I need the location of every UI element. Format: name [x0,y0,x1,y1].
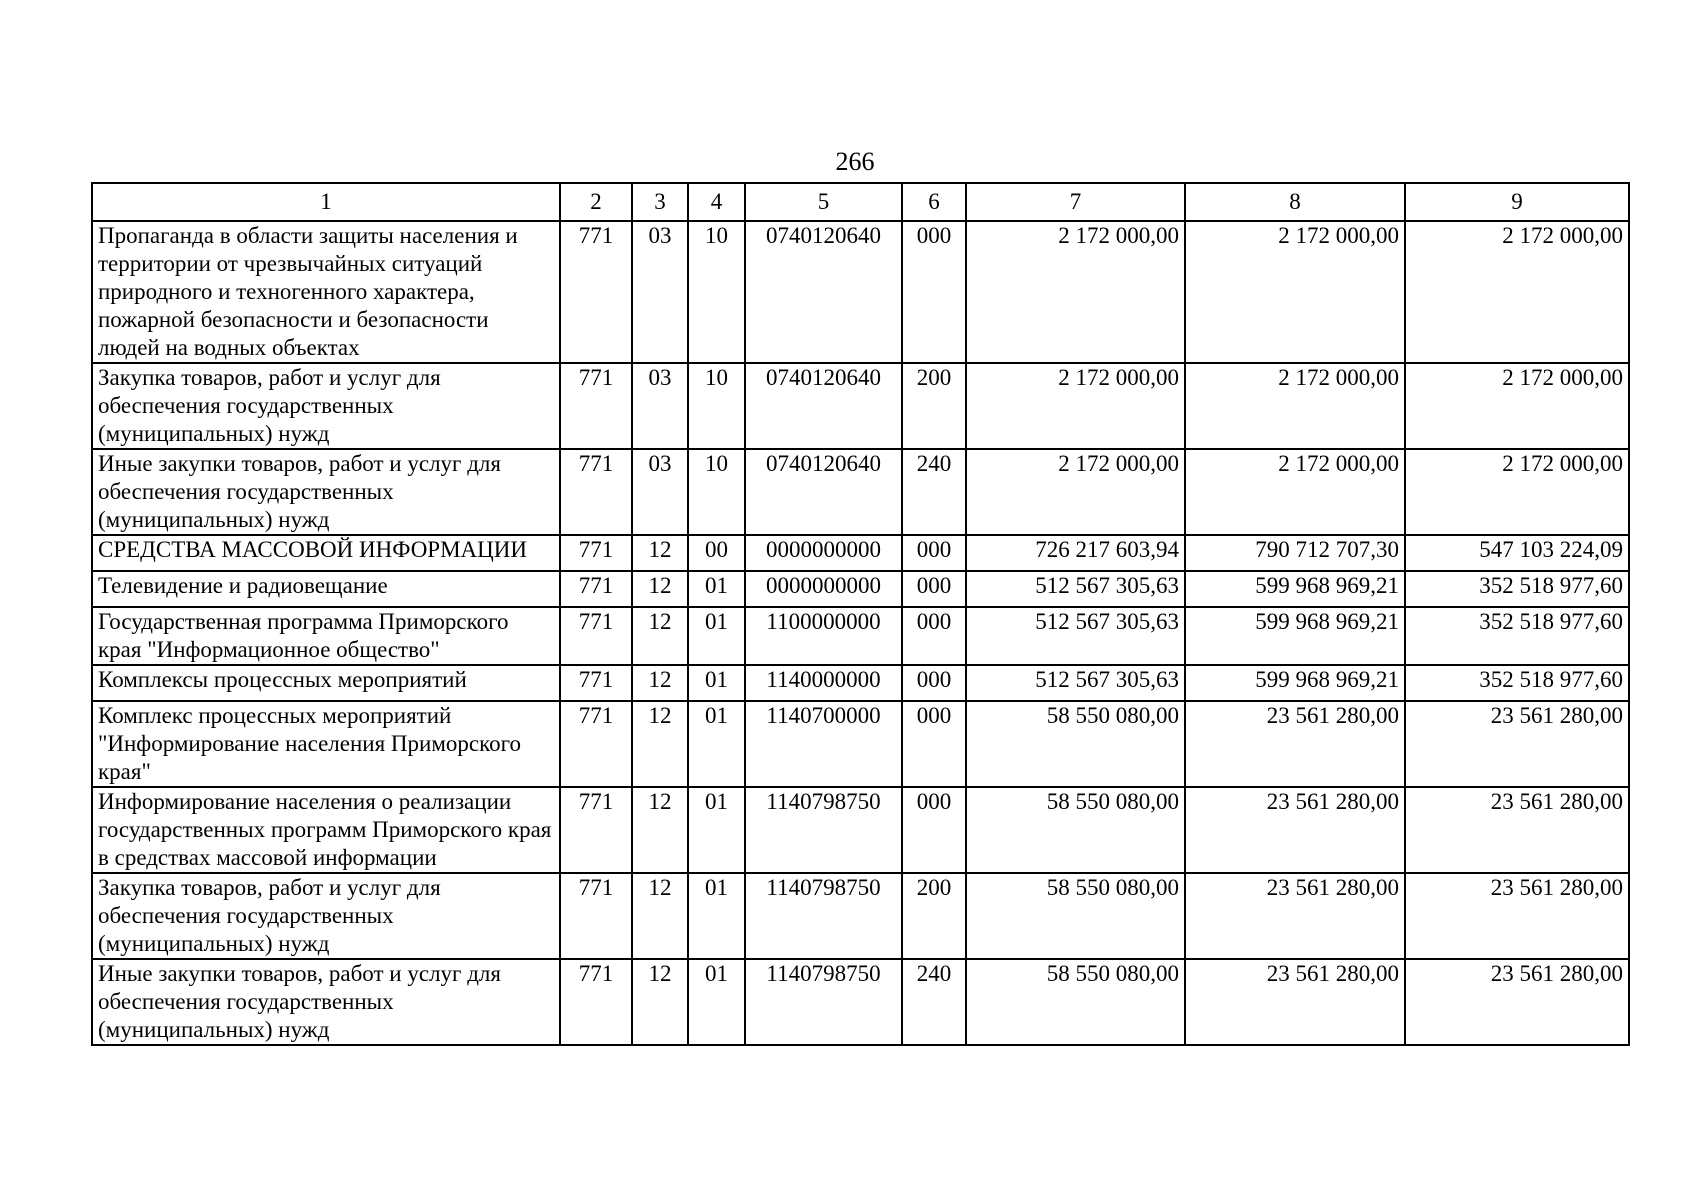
expense-type-cell: 200 [902,363,966,449]
amount-cell-col7: 58 550 080,00 [966,959,1185,1045]
section-cell: 03 [632,221,688,363]
table-row [92,535,1629,571]
amount-cell-col7: 58 550 080,00 [966,873,1185,959]
amount-cell-col8: 2 172 000,00 [1185,363,1405,449]
subsection-cell: 01 [688,787,745,873]
table-row [92,665,1629,701]
admin-code-cell: 771 [560,449,632,535]
amount-cell-col8: 790 712 707,30 [1185,535,1405,571]
row-name-cell: Телевидение и радиовещание [92,571,560,607]
amount-cell-col9: 352 518 977,60 [1405,665,1629,701]
expense-type-cell: 000 [902,221,966,363]
subsection-cell: 10 [688,363,745,449]
expense-type-cell: 240 [902,449,966,535]
table-row [92,873,1629,959]
table-row [92,787,1629,873]
row-name-cell: Государственная программа Приморского края "Информационное общество" [92,607,560,665]
table-body [92,221,1629,1045]
amount-cell-col8: 2 172 000,00 [1185,221,1405,363]
subsection-cell: 01 [688,873,745,959]
section-cell: 03 [632,363,688,449]
subsection-cell: 10 [688,449,745,535]
amount-cell-col9: 23 561 280,00 [1405,873,1629,959]
subsection-cell: 00 [688,535,745,571]
admin-code-cell: 771 [560,665,632,701]
subsection-cell: 01 [688,607,745,665]
row-name-cell: Иные закупки товаров, работ и услуг для обеспечения государственных (муниципальных) нужд [92,959,560,1045]
target-article-cell: 0740120640 [745,449,902,535]
amount-cell-col9: 23 561 280,00 [1405,959,1629,1045]
column-header: 2 [560,183,632,221]
amount-cell-col7: 512 567 305,63 [966,571,1185,607]
row-name-cell: Комплекс процессных мероприятий "Информирование населения Приморского края" [92,701,560,787]
column-header: 1 [92,183,560,221]
admin-code-cell: 771 [560,873,632,959]
amount-cell-col9: 2 172 000,00 [1405,363,1629,449]
target-article-cell: 1140798750 [745,959,902,1045]
amount-cell-col9: 23 561 280,00 [1405,787,1629,873]
subsection-cell: 01 [688,571,745,607]
expense-type-cell: 000 [902,787,966,873]
subsection-cell: 10 [688,221,745,363]
amount-cell-col9: 547 103 224,09 [1405,535,1629,571]
table-row [92,363,1629,449]
column-header: 6 [902,183,966,221]
amount-cell-col7: 58 550 080,00 [966,787,1185,873]
admin-code-cell: 771 [560,959,632,1045]
amount-cell-col7: 512 567 305,63 [966,607,1185,665]
section-cell: 03 [632,449,688,535]
subsection-cell: 01 [688,665,745,701]
table-row [92,449,1629,535]
amount-cell-col8: 23 561 280,00 [1185,959,1405,1045]
row-name-cell: Иные закупки товаров, работ и услуг для обеспечения государственных (муниципальных) нужд [92,449,560,535]
amount-cell-col7: 2 172 000,00 [966,449,1185,535]
expense-type-cell: 000 [902,701,966,787]
amount-cell-col8: 2 172 000,00 [1185,449,1405,535]
budget-table [91,182,1630,1046]
amount-cell-col8: 599 968 969,21 [1185,571,1405,607]
admin-code-cell: 771 [560,221,632,363]
target-article-cell: 1140700000 [745,701,902,787]
subsection-cell: 01 [688,959,745,1045]
amount-cell-col9: 2 172 000,00 [1405,449,1629,535]
section-cell: 12 [632,535,688,571]
expense-type-cell: 000 [902,571,966,607]
subsection-cell: 01 [688,701,745,787]
amount-cell-col7: 2 172 000,00 [966,363,1185,449]
section-cell: 12 [632,787,688,873]
column-header: 8 [1185,183,1405,221]
target-article-cell: 0000000000 [745,571,902,607]
target-article-cell: 1100000000 [745,607,902,665]
column-header: 3 [632,183,688,221]
row-name-cell: Закупка товаров, работ и услуг для обеспечения государственных (муниципальных) нужд [92,363,560,449]
amount-cell-col9: 2 172 000,00 [1405,221,1629,363]
expense-type-cell: 000 [902,665,966,701]
target-article-cell: 1140798750 [745,787,902,873]
amount-cell-col9: 352 518 977,60 [1405,571,1629,607]
amount-cell-col7: 512 567 305,63 [966,665,1185,701]
column-header: 9 [1405,183,1629,221]
amount-cell-col7: 58 550 080,00 [966,701,1185,787]
row-name-cell: СРЕДСТВА МАССОВОЙ ИНФОРМАЦИИ [92,535,560,571]
amount-cell-col8: 599 968 969,21 [1185,665,1405,701]
section-cell: 12 [632,873,688,959]
amount-cell-col7: 726 217 603,94 [966,535,1185,571]
section-cell: 12 [632,701,688,787]
target-article-cell: 0740120640 [745,363,902,449]
table-row [92,571,1629,607]
section-cell: 12 [632,665,688,701]
admin-code-cell: 771 [560,535,632,571]
admin-code-cell: 771 [560,787,632,873]
row-name-cell: Комплексы процессных мероприятий [92,665,560,701]
target-article-cell: 0000000000 [745,535,902,571]
section-cell: 12 [632,607,688,665]
admin-code-cell: 771 [560,363,632,449]
admin-code-cell: 771 [560,607,632,665]
row-name-cell: Информирование населения о реализации государственных программ Приморского края в средствах массовой информации [92,787,560,873]
column-header: 4 [688,183,745,221]
admin-code-cell: 771 [560,571,632,607]
expense-type-cell: 200 [902,873,966,959]
amount-cell-col8: 599 968 969,21 [1185,607,1405,665]
column-header: 5 [745,183,902,221]
table-row [92,959,1629,1045]
amount-cell-col8: 23 561 280,00 [1185,873,1405,959]
amount-cell-col8: 23 561 280,00 [1185,701,1405,787]
table-row [92,607,1629,665]
amount-cell-col7: 2 172 000,00 [966,221,1185,363]
amount-cell-col8: 23 561 280,00 [1185,787,1405,873]
target-article-cell: 1140000000 [745,665,902,701]
admin-code-cell: 771 [560,701,632,787]
expense-type-cell: 240 [902,959,966,1045]
target-article-cell: 0740120640 [745,221,902,363]
row-name-cell: Пропаганда в области защиты населения и территории от чрезвычайных ситуаций природного и техногенного характера, пожарной безопасности и безопасности людей на водных объектах [92,221,560,363]
section-cell: 12 [632,571,688,607]
table-row [92,221,1629,363]
column-header: 7 [966,183,1185,221]
row-name-cell: Закупка товаров, работ и услуг для обеспечения государственных (муниципальных) нужд [92,873,560,959]
amount-cell-col9: 352 518 977,60 [1405,607,1629,665]
target-article-cell: 1140798750 [745,873,902,959]
expense-type-cell: 000 [902,607,966,665]
page-number: 266 [835,147,875,176]
expense-type-cell: 000 [902,535,966,571]
header-row [92,183,1629,221]
table-row [92,701,1629,787]
amount-cell-col9: 23 561 280,00 [1405,701,1629,787]
section-cell: 12 [632,959,688,1045]
